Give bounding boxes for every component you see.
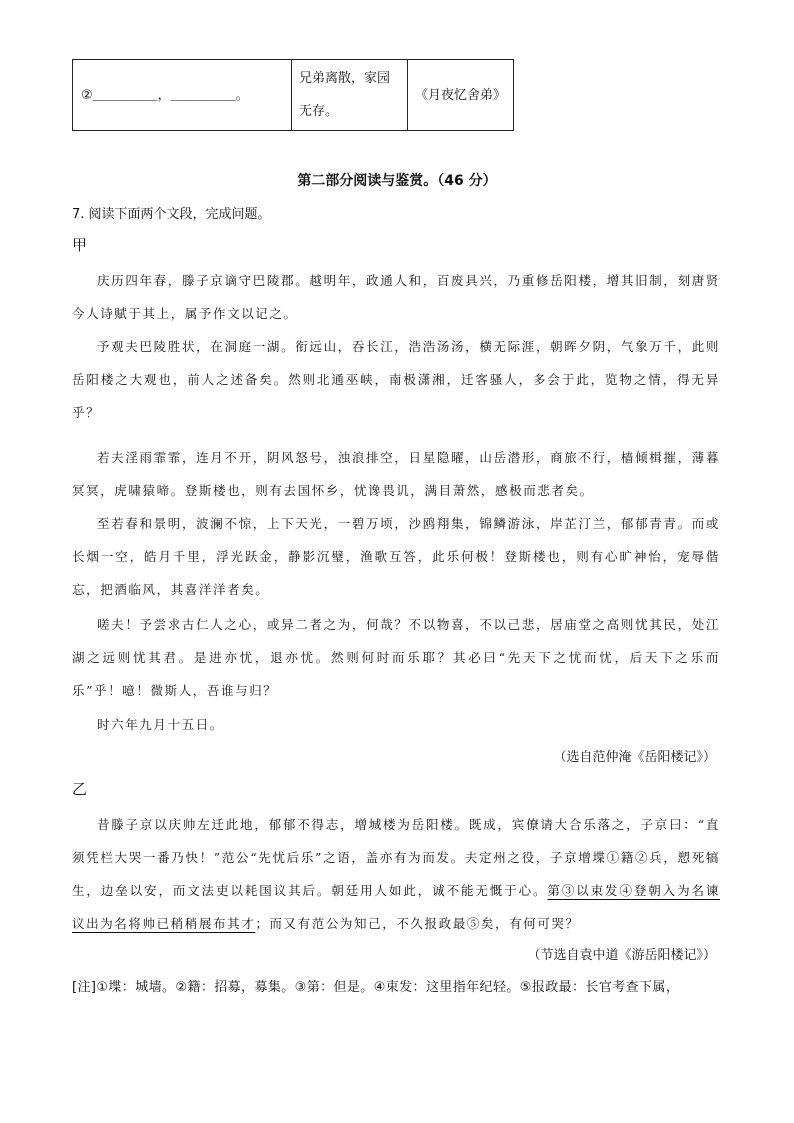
source-poem-cell: 《月夜忆舍弟》 — [408, 60, 514, 131]
passage-yi-text: 昔滕子京以庆帅左迁此地，郁郁不得志，增城楼为岳阳楼。既成，宾僚请大合乐落之，子京曰：“直须凭栏大哭一番乃快！”范公“先忧后乐”之语，盖亦有为而发。夫定州之役，子京增堞①籍②兵，愬死犒生，边垒以安，而文法吏以耗国议其后。朝廷用人如此，诚不能无慨于心。 — [72, 817, 720, 898]
section-title: 第二部分阅读与鉴赏。（46 分） — [297, 173, 497, 189]
passage-jia-label: 甲 — [72, 236, 88, 254]
passage-yi-text-end: ；而又有范公为知己，不久报政最⑤矣，有何可哭？ — [255, 916, 580, 931]
answer-table — [72, 59, 514, 131]
passage-jia-paragraph-3: 若夫淫雨霏霏，连月不开，阴风怒号，浊浪排空，日星隐曜，山岳潜形，商旅不行，樯倾楫摧，薄暮冥冥，虎啸猿啼。登斯楼也，则有去国怀乡，忧谗畏讥，满目萧然，感极而悲者矣。 — [72, 450, 720, 498]
passage-yi-label: 乙 — [72, 780, 88, 798]
footnote: [注]①堞：城墙。②籍：招募，募集。③第：但是。④束发：这里指年纪轻。⑤报政最：长官考查下属， — [72, 980, 680, 995]
passage-jia-paragraph-6: 时六年九月十五日。 — [97, 717, 224, 732]
question-intro: 7. 阅读下面两个文段，完成问题。 — [72, 207, 271, 222]
passage-yi-paragraph — [72, 808, 720, 940]
passage-jia-source: （选自范仲淹《岳阳楼记》） — [553, 750, 716, 765]
passage-jia-paragraph-1: 庆历四年春，滕子京谪守巴陵郡。越明年，政通人和，百废具兴，乃重修岳阳楼，增其旧制，刻唐贤今人诗赋于其上，属予作文以记之。 — [72, 273, 720, 321]
meaning-cell: 兄弟离散，家园无存。 — [292, 60, 408, 131]
passage-yi-underlined-sentence: 第③以束发④登朝入为名谏议出为名将帅已稍稍展布其才 — [72, 883, 720, 931]
table-row — [73, 60, 514, 131]
passage-jia-paragraph-4: 至若春和景明，波澜不惊，上下天光，一碧万顷，沙鸥翔集，锦鳞游泳，岸芷汀兰，郁郁青青。而或长烟一空，皓月千里，浮光跃金，静影沉璧，渔歌互答，此乐何极！登斯楼也，则有心旷神怡，宠辱偕忘，把酒临风，其喜洋洋者矣。 — [72, 516, 720, 597]
passage-yi-source: （节选自袁中道《游岳阳楼记》） — [527, 948, 716, 963]
fill-blank-cell[interactable]: ②＿＿＿＿＿，＿＿＿＿＿。 — [73, 60, 292, 131]
passage-jia-paragraph-5: 嗟夫！予尝求古仁人之心，或异二者之为，何哉？不以物喜，不以己悲，居庙堂之高则忧其民，处江湖之远则忧其君。是进亦忧，退亦忧。然则何时而乐耶？其必曰“先天下之忧而忧，后天下之乐而乐”乎！噫！微斯人，吾谁与归？ — [72, 617, 720, 698]
passage-jia-paragraph-2: 予观夫巴陵胜状，在洞庭一湖。衔远山，吞长江，浩浩汤汤，横无际涯，朝晖夕阴，气象万千，此则岳阳楼之大观也，前人之述备矣。然则北通巫峡，南极潇湘，迁客骚人，多会于此，览物之情，得无异乎？ — [72, 339, 720, 420]
